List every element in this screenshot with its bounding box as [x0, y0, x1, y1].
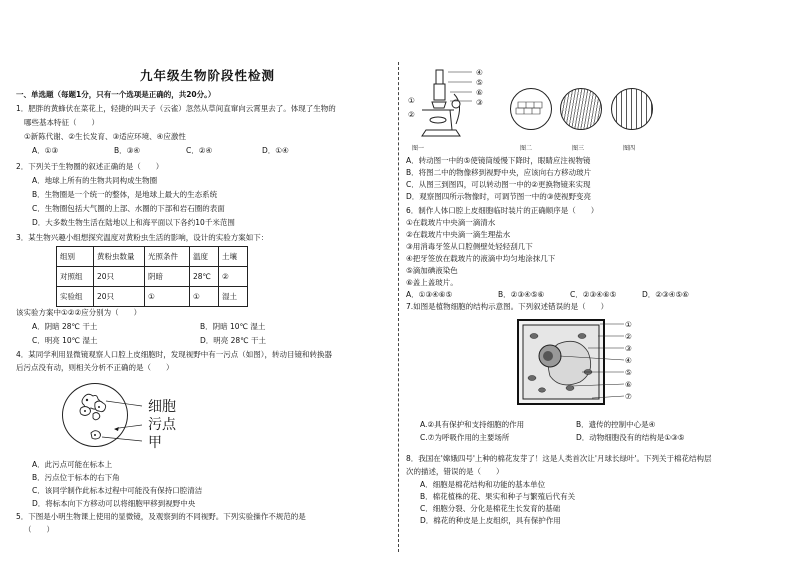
- q2-stem: 2．下列关于生物圈的叙述正确的是（ ）: [16, 162, 164, 171]
- q4-option: B．污点位于标本的右下角: [32, 473, 120, 482]
- table-cell: 20只: [94, 267, 145, 287]
- cell-label: ①: [625, 320, 632, 329]
- q2-option: C．生物圈包括大气圈的上部、水圈的下部和岩石圈的表面: [32, 204, 225, 213]
- cell-label: ⑦: [625, 392, 632, 401]
- q3-option: B．阴暗 10℃ 湿土: [200, 322, 266, 331]
- table-cell: 28℃: [190, 267, 219, 287]
- q6-step: ④把牙签放在载玻片的液滴中均匀地涂抹几下: [406, 254, 556, 263]
- q5-stem: 5．下图是小明生物课上使用的显微镜，及观察到的不同视野。下列实验操作不规范的是: [16, 512, 306, 521]
- q2-option: B．生物圈是一个统一的整体，是地球上最大的生态系统: [32, 190, 218, 199]
- q6-stem: 6．制作人体口腔上皮细胞临时装片的正确顺序是（ ）: [406, 206, 599, 215]
- q5-option: D．观察图四所示物像时，可调节图一中的③使视野变亮: [406, 192, 591, 201]
- q5-stem-cont: （ ）: [24, 525, 54, 534]
- q4-option: D．将标本向下方移动可以将细胞甲移到视野中央: [32, 499, 196, 508]
- cell-label: ⑥: [625, 380, 632, 389]
- table-cell: 湿土: [219, 287, 248, 307]
- q8-option: A．细胞是棉花结构和功能的基本单位: [420, 480, 546, 489]
- part-label: ②: [408, 110, 415, 119]
- fig-label: 图二: [520, 145, 533, 152]
- table-row: [57, 267, 248, 287]
- q5-option: A．转动图一中的⑤使镜筒缓慢下降时，眼睛应注视物镜: [406, 156, 591, 165]
- table-cell: 黄粉虫数量: [94, 247, 145, 267]
- q6-option: B．②③④⑤⑥: [498, 290, 545, 299]
- q8-option: D．棉花的种皮是上皮组织，具有保护作用: [420, 516, 561, 525]
- column-divider: [398, 62, 399, 552]
- q8-option: B．棉花植株的花、果实和种子与繁殖后代有关: [420, 492, 576, 501]
- fig-label: 图三: [572, 145, 585, 152]
- q8-stem: 8．我国在'嫦娥四号'上种的棉花发芽了！这是人类首次让'月球长绿叶'。下列关于棉花结构层: [406, 454, 712, 463]
- q3-option: A．阴暗 28℃ 干土: [32, 322, 98, 331]
- q6-step: ⑤滴加碘液染色: [406, 266, 458, 275]
- table-cell: ①: [145, 287, 190, 307]
- q7-option: A.②具有保护和支持细胞的作用: [420, 420, 525, 429]
- q1-features: ①新陈代谢、②生长发育、③适应环境、④应激性: [24, 132, 186, 141]
- q1-option: C．②④: [186, 146, 213, 155]
- q1-option: A．①③: [32, 146, 59, 155]
- table-row: [57, 287, 248, 307]
- table-cell: 实验组: [57, 287, 94, 307]
- part-label: ⑥: [476, 88, 483, 97]
- q7-option: B．遗传的控制中心是④: [576, 420, 656, 429]
- q3-stem: 3．某生物兴趣小组想探究温度对黄粉虫生活的影响，设计的实验方案如下：: [16, 233, 269, 242]
- microscope-leader-lines: [448, 64, 478, 108]
- q3-option: D．明亮 28℃ 干土: [200, 336, 267, 345]
- fig-label: 图一: [412, 145, 425, 152]
- q6-step: ②在载玻片中央滴一滴生理盐水: [406, 230, 511, 239]
- table-row: [57, 247, 248, 267]
- table-cell: 土壤: [219, 247, 248, 267]
- q7-option: C.⑦为呼吸作用的主要场所: [420, 433, 510, 442]
- q3-question: 该实验方案中①②②应分别为（ ）: [16, 308, 142, 317]
- q8-option: C．细胞分裂、分化是棉花生长发育的基础: [420, 504, 561, 513]
- q6-step: ①在载玻片中央滴一滴清水: [406, 218, 496, 227]
- label-jia: 甲: [148, 435, 162, 451]
- fig-label: 图四: [623, 145, 636, 152]
- q4-stem: 4．某同学利用显微镜观察人口腔上皮细胞时，发现视野中有一污点（如图），转动目镜和转换器: [16, 350, 333, 359]
- section-heading: 一、单选题（每题1分，只有一个选项是正确的，共20分。）: [16, 90, 216, 99]
- q5-option: C．从图三到图四，可以转动图一中的②更换物镜来实现: [406, 180, 591, 189]
- q6-option: D．②③④⑤⑥: [642, 290, 689, 299]
- q1-stem-cont: 哪些基本特征（ ）: [24, 118, 99, 127]
- cell-label: ④: [625, 356, 632, 365]
- q1-option: B．③④: [114, 146, 141, 155]
- cell-view-illustration: [62, 383, 202, 453]
- view-2-cells: [514, 92, 546, 124]
- q8-stem-cont: 次的描述，错误的是（ ）: [406, 467, 504, 476]
- q1-option: D．①④: [262, 146, 289, 155]
- table-cell: ①: [190, 287, 219, 307]
- q6-option: C．②③④⑥⑤: [570, 290, 617, 299]
- q6-option: A．①③④⑥⑤: [406, 290, 453, 299]
- label-spot: 污点: [148, 417, 176, 433]
- cell-label: ③: [625, 344, 632, 353]
- part-label: ④: [476, 68, 483, 77]
- plant-cell-diagram: [512, 314, 632, 412]
- q3-option: C．明亮 10℃ 湿土: [32, 336, 98, 345]
- cell-label: ②: [625, 332, 632, 341]
- label-cell: 细胞: [148, 399, 176, 415]
- cell-label: ⑤: [625, 368, 632, 377]
- q2-option: D．大多数生物生活在陆地以上和海平面以下各约10千米范围: [32, 218, 235, 227]
- q2-option: A．地球上所有的生物共同构成生物圈: [32, 176, 158, 185]
- table-cell: ②: [219, 267, 248, 287]
- experiment-table: [56, 246, 248, 307]
- view-4: [611, 88, 653, 130]
- q5-option: B．将图二中的物像移到视野中央，应该向右方移动玻片: [406, 168, 592, 177]
- q7-option: D．动物细胞没有的结构是①③⑤: [576, 433, 685, 442]
- table-cell: 对照组: [57, 267, 94, 287]
- page-title: 九年级生物阶段性检测: [140, 68, 276, 83]
- q4-stem-cont: 后污点没有动，则相关分析不正确的是（ ）: [16, 363, 174, 372]
- part-label: ①: [408, 96, 415, 105]
- table-cell: 组别: [57, 247, 94, 267]
- q6-step: ⑥盖上盖玻片。: [406, 278, 458, 287]
- q4-option: A．此污点可能在标本上: [32, 460, 113, 469]
- part-label: ⑤: [476, 78, 483, 87]
- q7-stem: 7.如图是植物细胞的结构示意图。下列叙述错误的是（ ）: [406, 302, 609, 311]
- table-cell: 温度: [190, 247, 219, 267]
- q1-stem: 1．肥胖的黄蜂伏在菜花上，轻捷的叫天子（云雀）忽然从草间直窜向云霄里去了。体现了生物的: [16, 104, 336, 113]
- table-cell: 光照条件: [145, 247, 190, 267]
- q4-option: C．该同学制作此标本过程中可能没有保持口腔清洁: [32, 486, 203, 495]
- table-cell: 20只: [94, 287, 145, 307]
- part-label: ③: [476, 98, 483, 107]
- table-cell: 阴暗: [145, 267, 190, 287]
- q6-step: ③用消毒牙签从口腔侧壁处轻轻刮几下: [406, 242, 533, 251]
- view-3: [560, 88, 602, 130]
